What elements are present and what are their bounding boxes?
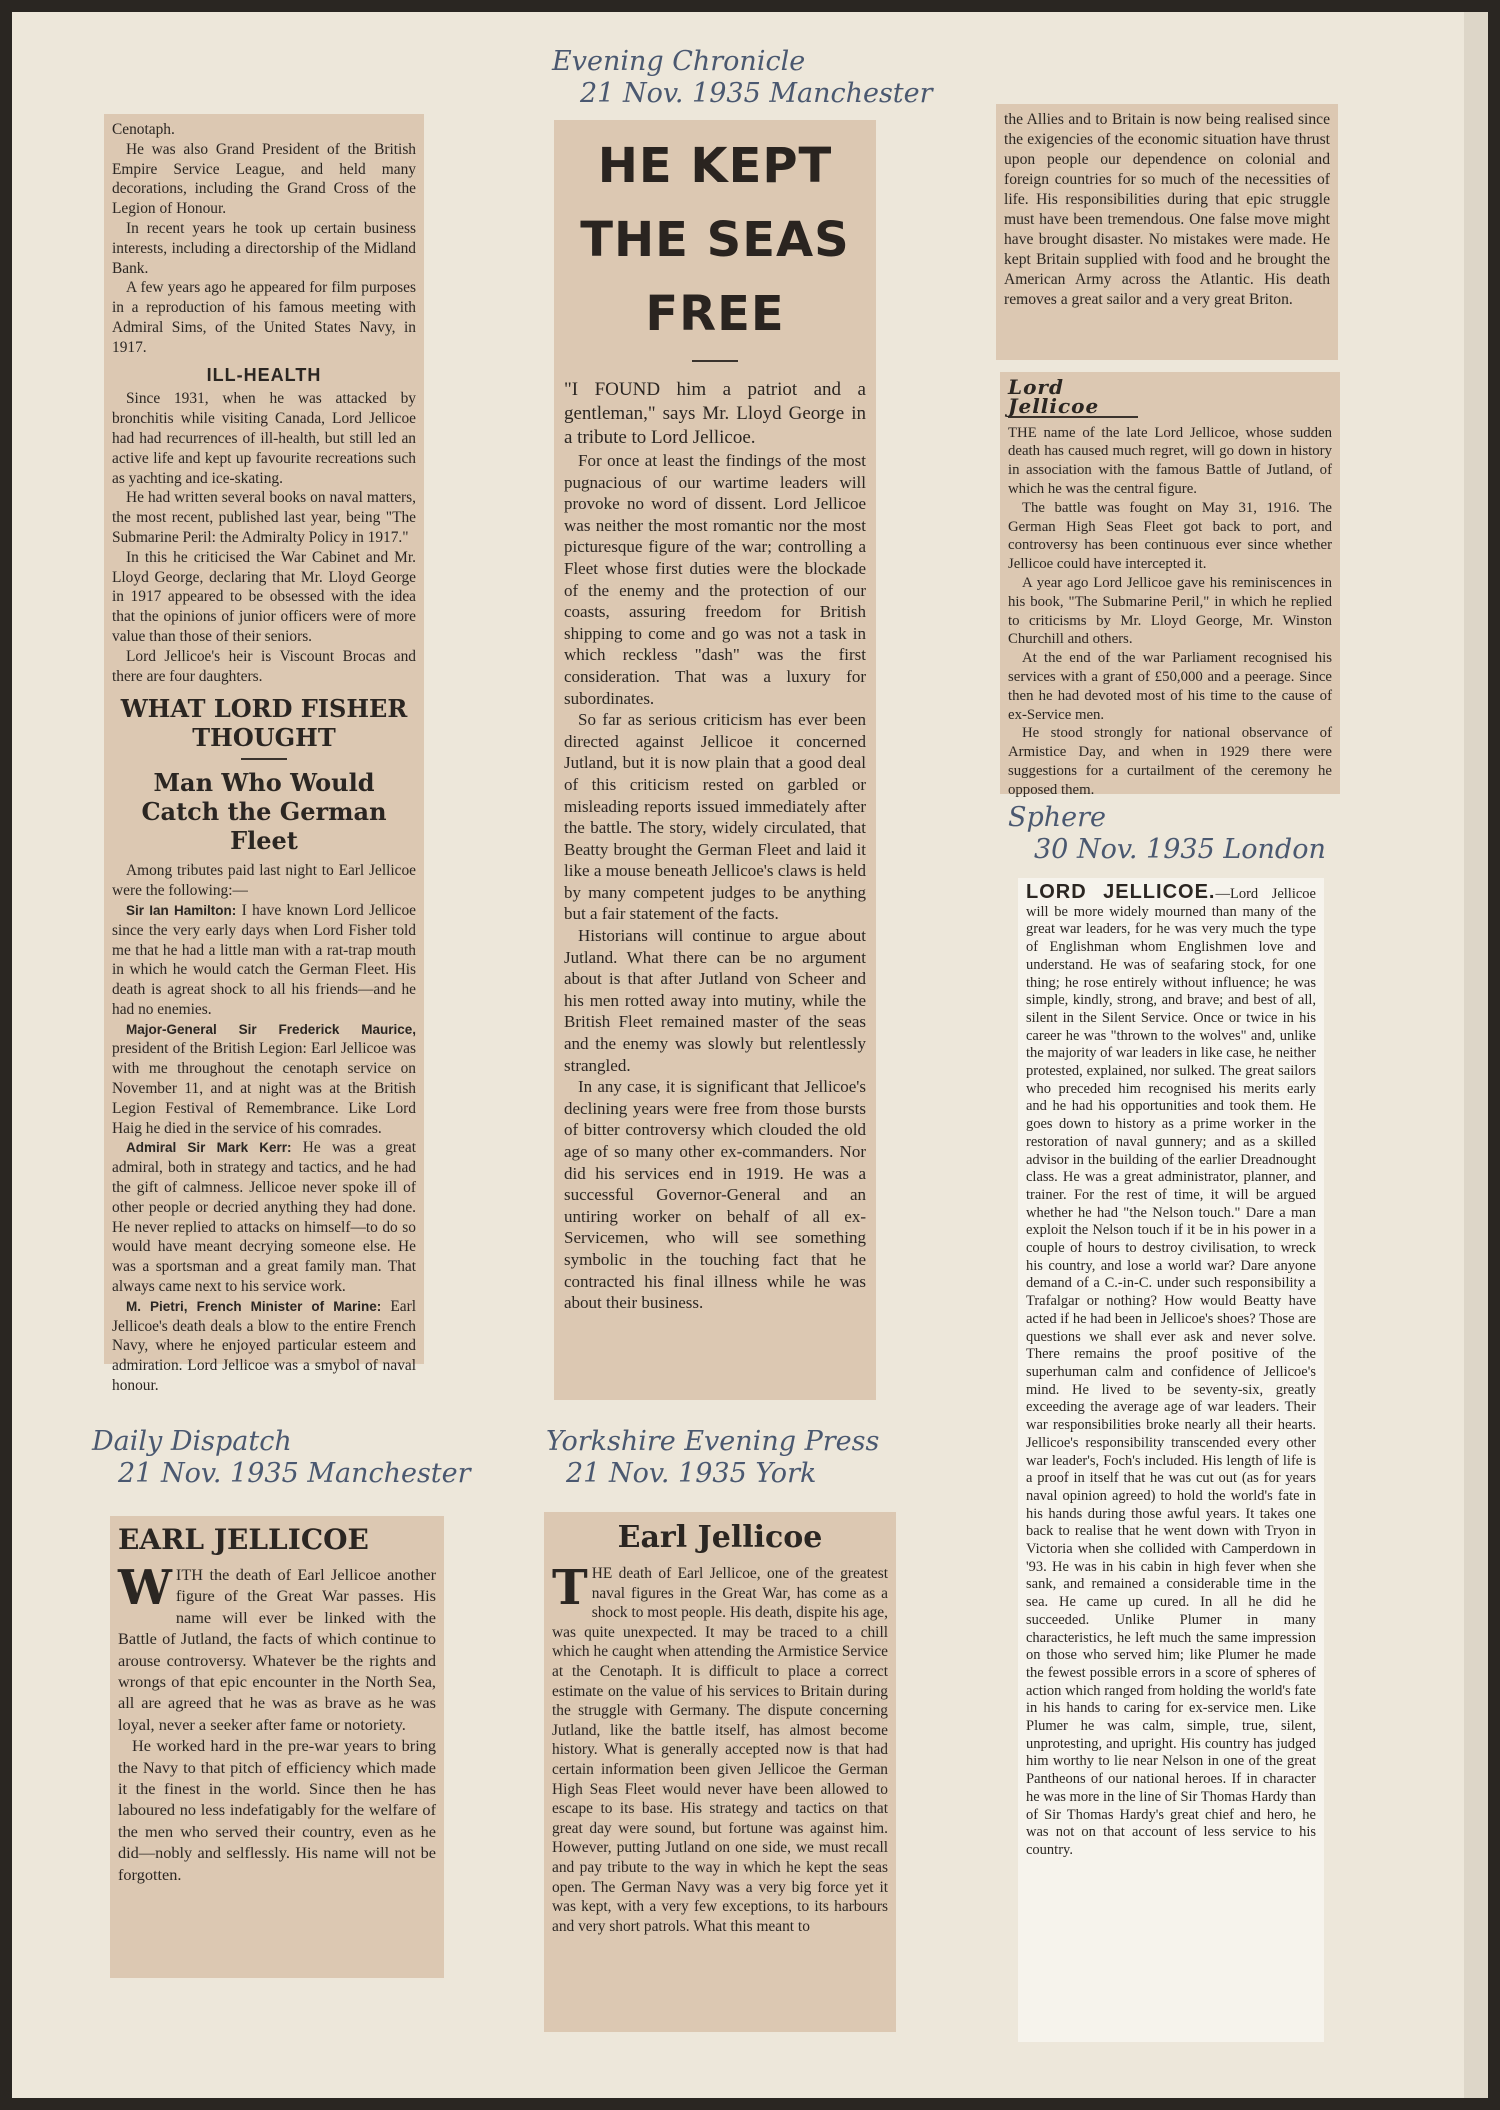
clip1-p1: Cenotaph. bbox=[112, 121, 175, 138]
caption-chronicle-name: Evening Chronicle bbox=[552, 46, 806, 77]
caption-sphere-date: 30 Nov. 1935 London bbox=[1034, 834, 1326, 865]
headline-lord-fisher: WHAT LORD FISHER THOUGHT bbox=[120, 694, 408, 753]
headline-the-seas: THE SEAS bbox=[580, 212, 850, 268]
clip4-p1: THE name of the late Lord Jellicoe, whose sudden death has caused much regret, will go down in history in association with the famous Battle of Jutland, of which he was the central figure. bbox=[1008, 424, 1332, 497]
speaker-hamilton: Sir Ian Hamilton: bbox=[126, 902, 237, 918]
clip4-p3: A year ago Lord Jellicoe gave his reminiscences in his book, "The Submarine Peril," in which he replied to criticisms by Mr. Lloyd George, Mr. Winston Churchill and others. bbox=[1008, 574, 1332, 648]
clip1-p2: He was also Grand President of the British Empire Service League, and held many decorations, including the Grand Cross of the Legion of Honour. bbox=[112, 140, 416, 218]
clip6-title: EARL JELLICOE bbox=[118, 1523, 369, 1556]
scrapbook-page bbox=[12, 12, 1488, 2098]
clipping-earl-jellicoe-dispatch bbox=[110, 1516, 444, 1978]
clip1-p8: Lord Jellicoe's heir is Viscount Brocas and there are four daughters. bbox=[112, 647, 416, 685]
speaker-kerr: Admiral Sir Mark Kerr: bbox=[126, 1140, 292, 1156]
caption-york-name: Yorkshire Evening Press bbox=[546, 1426, 880, 1457]
clip2-p1: "I FOUND him a patriot and a gentleman," says Mr. Lloyd George in a tribute to Lord Jellicoe. bbox=[564, 379, 866, 448]
clip4-p4: At the end of the war Parliament recognised his services with a grant of £50,000 and a peerage. Since then he had devoted most of his time to the cause of ex-Service men. bbox=[1008, 650, 1332, 723]
clip6-p2: He worked hard in the pre-war years to bring the Navy to that pitch of efficiency which made it the finest in the world. Since then he has laboured no less indefatigably for the welfare of the men who served their country, even as he did—nobly and selflessly. His name will not be forgotten. bbox=[118, 1736, 436, 1884]
clip1-p7: In this he criticised the War Cabinet and Mr. Lloyd George, declaring that Mr. Lloyd George in 1917 appeared to be obsessed with the idea that the opinions of junior officers were of more value than those of their seniors. bbox=[112, 548, 416, 645]
clip1-p5: Since 1931, when he was attacked by bronchitis while visiting Canada, Lord Jellicoe had had recurrences of ill-health, but still led an active life and kept up favourite recreations such as yachting and ice-skating. bbox=[112, 390, 416, 487]
clip5-body: —Lord Jellicoe will be more widely mourned than many of the great war leaders, for he was very much the type of Englishman whom Englishmen love and understand. He was of seafaring stock, for one thing; he rose entirely without influence; he was simple, kindly, strong, and brave; and best of all, silent in the Silent Service. Once or twice in his career he was "thrown to the wolves" and, unlike the majority of war leaders in like case, he neither protested, explained, nor sulked. The great sailors who preceded him recognised his merits early and he had his opportunities and took them. He goes down to history as a prime worker in the restoration of naval gunnery; and as a skilled advisor in the building of the earlier Dreadnought class. He was a great administrator, planner, and trainer. For the rest of time, it will be argued whether he had "the Nelson touch." Dare a man exploit the Nelson touch if it be in his power in a couple of hours to destroy civilisation, to wreck his country, and lose a world war? Dare anyone demand of a C.-in-C. under such responsibility a Trafalgar or nothing? How would Beatty have acted if he had been in Jellicoe's shoes? Those are questions we shall ever ask and never solve. There remains the proof positive of the superhuman calm and confidence of Jellicoe's mind. He lived to be seventy-six, greatly exceeding the average age of war leaders. Their war responsibilities broke nearly all their hearts. Jellicoe's responsibility transcended every other war leader's, Foch's included. His length of life is a proof in itself that he was cut out (as for years naval opinion agreed) to hold the world's fate in his hands during those awful years. It takes one back to realise that he went down with Tryon in Victoria when she collided with Camperdown in '93. He was in his cabin in high fever when she sank, and remained a considerable time in the sea. He came up cured. In all he did he succeeded. Unlike Plumer in many characteristics, he left much the same impression on those who served him; like Plumer he made the fewest possible errors in a score of spheres of action which ranged from holding the world's fate in his hands to caring for ex-service men. Like Plumer he was calm, simple, true, silent, unprotesting, and upright. His country has judged him worthy to lie near Nelson in one of the great Pantheons of our national heroes. If in character he was more in the line of Sir Thomas Hardy than of Sir Thomas Hardy's great chief and hero, he was not on that account of less service to his country. bbox=[1026, 886, 1316, 1858]
clip7-title: Earl Jellicoe bbox=[617, 1520, 823, 1555]
tribute-kerr: He was a great admiral, both in strategy and tactics, and he had the gift of calmness. Jellicoe never spoke ill of other people or decried anything they had done. He never replied to attacks on himself—to do so would have meant decrying someone else. He was a sportsman and a great family man. That always came next to his service work. bbox=[112, 1139, 416, 1296]
headline-he-kept: HE KEPT bbox=[597, 138, 833, 194]
caption-evening-chronicle bbox=[552, 46, 933, 110]
caption-dispatch-name: Daily Dispatch bbox=[92, 1426, 292, 1457]
clip2-p5: In any case, it is significant that Jellicoe's declining years were free from those bursts of bitter controversy which clouded the old age of so many other ex-commanders. Nor did his services end in 1919. He was a successful Governor-General and an untiring worker on behalf of all ex-Servicemen, who will see something symbolic in the touching fact that he contracted his final illness while he was about their business. bbox=[564, 1077, 866, 1313]
headline-free: FREE bbox=[645, 286, 785, 342]
caption-dispatch-date: 21 Nov. 1935 Manchester bbox=[118, 1458, 471, 1489]
clipping-he-kept-the-seas-free bbox=[554, 120, 876, 1400]
clip7-dropcap: T bbox=[552, 1560, 588, 1616]
caption-yorkshire-evening-press bbox=[546, 1426, 879, 1490]
tribute-maurice: president of the British Legion: Earl Jellicoe was with me throughout the cenotaph service on November 11, and at night was at the British Legion Festival of Remembrance. Like Lord Haig he died in the service of his comrades. bbox=[112, 1040, 416, 1137]
clip1-p9: Among tributes paid last night to Earl Jellicoe were the following:— bbox=[112, 862, 416, 900]
clip2-p3: So far as serious criticism has ever been directed against Jellicoe it concerned Jutland, but it is now plain that a good deal of this criticism rested on garbled or misleading reports issued immediately after the battle. The story, widely circulated, that Beatty brought the German Fleet and laid it like a mouse beneath Jellicoe's claws is held by many competent judges to be anything but a fair statement of the facts. bbox=[564, 710, 866, 924]
speaker-pietri: M. Pietri, French Minister of Marine: bbox=[126, 1298, 382, 1314]
clip5-heading: LORD JELLICOE. bbox=[1026, 881, 1216, 903]
speaker-maurice: Major-General Sir Frederick Maurice, bbox=[126, 1021, 416, 1037]
caption-daily-dispatch bbox=[92, 1426, 471, 1490]
clip4-title: Lord Jellicoe bbox=[1008, 378, 1138, 418]
clip4-p2: The battle was fought on May 31, 1916. The German High Seas Fleet got back to port, and controversy has been continuous ever since whether Jellicoe could have intercepted it. bbox=[1008, 499, 1332, 573]
clipping-earl-jellicoe-york bbox=[544, 1512, 896, 2032]
subhead-ill-health: ILL-HEALTH bbox=[206, 364, 322, 385]
caption-chronicle-date: 21 Nov. 1935 Manchester bbox=[580, 78, 933, 109]
clip2-p2: For once at least the findings of the most pugnacious of our wartime leaders will provoke no word of dissent. Lord Jellicoe was neither the most romantic nor the most picturesque figure of the war; controlling a Fleet whose first duties were the blockade of the enemy and the protection of our coasts, assuring freedom for British shipping to come and go was not a task in which reckless "dash" was the first consideration. That was a luxury for subordinates. bbox=[564, 451, 866, 708]
clip4-p5: He stood strongly for national observance of Armistice Day, and when in 1929 there were suggestions for a curtailment of the ceremony he opposed them. bbox=[1008, 725, 1332, 798]
caption-sphere-name: Sphere bbox=[1008, 802, 1107, 833]
clipping-sphere-lord-jellicoe bbox=[1018, 878, 1324, 2042]
headline-catch-fleet: Man Who Would Catch the German Fleet bbox=[141, 768, 387, 856]
clip1-p4: A few years ago he appeared for film purposes in a reproduction of his famous meeting with Admiral Sims, of the United States Navy, in 1917. bbox=[112, 279, 416, 356]
clip2-p4: Historians will continue to argue about Jutland. What there can be no argument about is that after Jutland von Scheer and his men rotted away into mutiny, while the British Fleet remained master of the seas and the enemy was slowly but relentlessly strangled. bbox=[564, 926, 866, 1075]
clip1-p3: In recent years he took up certain business interests, including a directorship of the Midland Bank. bbox=[112, 219, 416, 277]
divider bbox=[692, 360, 738, 362]
clipping-tributes bbox=[104, 114, 424, 1395]
caption-york-date: 21 Nov. 1935 York bbox=[566, 1458, 817, 1489]
clip7-p1: HE death of Earl Jellicoe, one of the greatest naval figures in the Great War, has come as a shock to most people. His death, dispite his age, was quite unexpected. It may be traced to a chill which he caught when attending the Armistice Service at the Cenotaph. It is difficult to place a correct estimate on the value of his services to Britain during the struggle with Germany. The dispute concerning Jutland, like the battle itself, has almost become history. What is generally accepted now is that had certain information been given Jellicoe the German High Seas Fleet would never have been allowed to escape to its base. His strategy and tactics on that great day were sound, but fortune was against him. However, putting Jutland on one side, we must recall and pay tribute to the way in which he kept the seas open. The German Navy was a very big force yet it was kept, with a very few exceptions, to its harbours and very short patrols. What this meant to bbox=[552, 1565, 888, 1935]
clip1-p6: He had written several books on naval matters, the most recent, published last year, being "The Submarine Peril: the Admiralty Policy in 1917." bbox=[112, 489, 416, 546]
caption-sphere bbox=[1008, 802, 1326, 866]
tribute-pietri: Earl Jellicoe's death deals a blow to the entire French Navy, where he enjoyed particular esteem and admiration. Lord Jellicoe was a smybol of naval honour. bbox=[112, 1297, 416, 1395]
clipping-continuation bbox=[996, 104, 1338, 360]
clip3-p1: the Allies and to Britain is now being realised since the exigencies of the economic situation have thrust upon people our dependence on colonial and foreign countries for so much of the necessities of life. His responsibilities during that epic struggle must have been tremendous. One false move might have brought disaster. No mistakes were made. He kept Britain supplied with food and he brought the American Army across the Atlantic. His death removes a great sailor and a very great Briton. bbox=[1004, 111, 1330, 308]
divider bbox=[241, 758, 287, 760]
tribute-hamilton: I have known Lord Jellicoe since the very early days when Lord Fisher told me that he had a little man with a rat-trap mouth in which he would catch the German Fleet. His death is agreat shock to all his friends—and he had no enemies. bbox=[112, 901, 417, 1018]
clipping-lord-jellicoe bbox=[1000, 372, 1340, 798]
clip6-p1: ITH the death of Earl Jellicoe another figure of the Great War passes. His name will ever be linked with the Battle of Jutland, the facts of which continue to arouse controversy. Whatever be the rights and wrongs of that epic encounter in the North Sea, all are agreed that he was as brave as he was loyal, never a seeker after fame or notoriety. bbox=[118, 1565, 436, 1734]
clip6-dropcap: W bbox=[118, 1560, 172, 1616]
